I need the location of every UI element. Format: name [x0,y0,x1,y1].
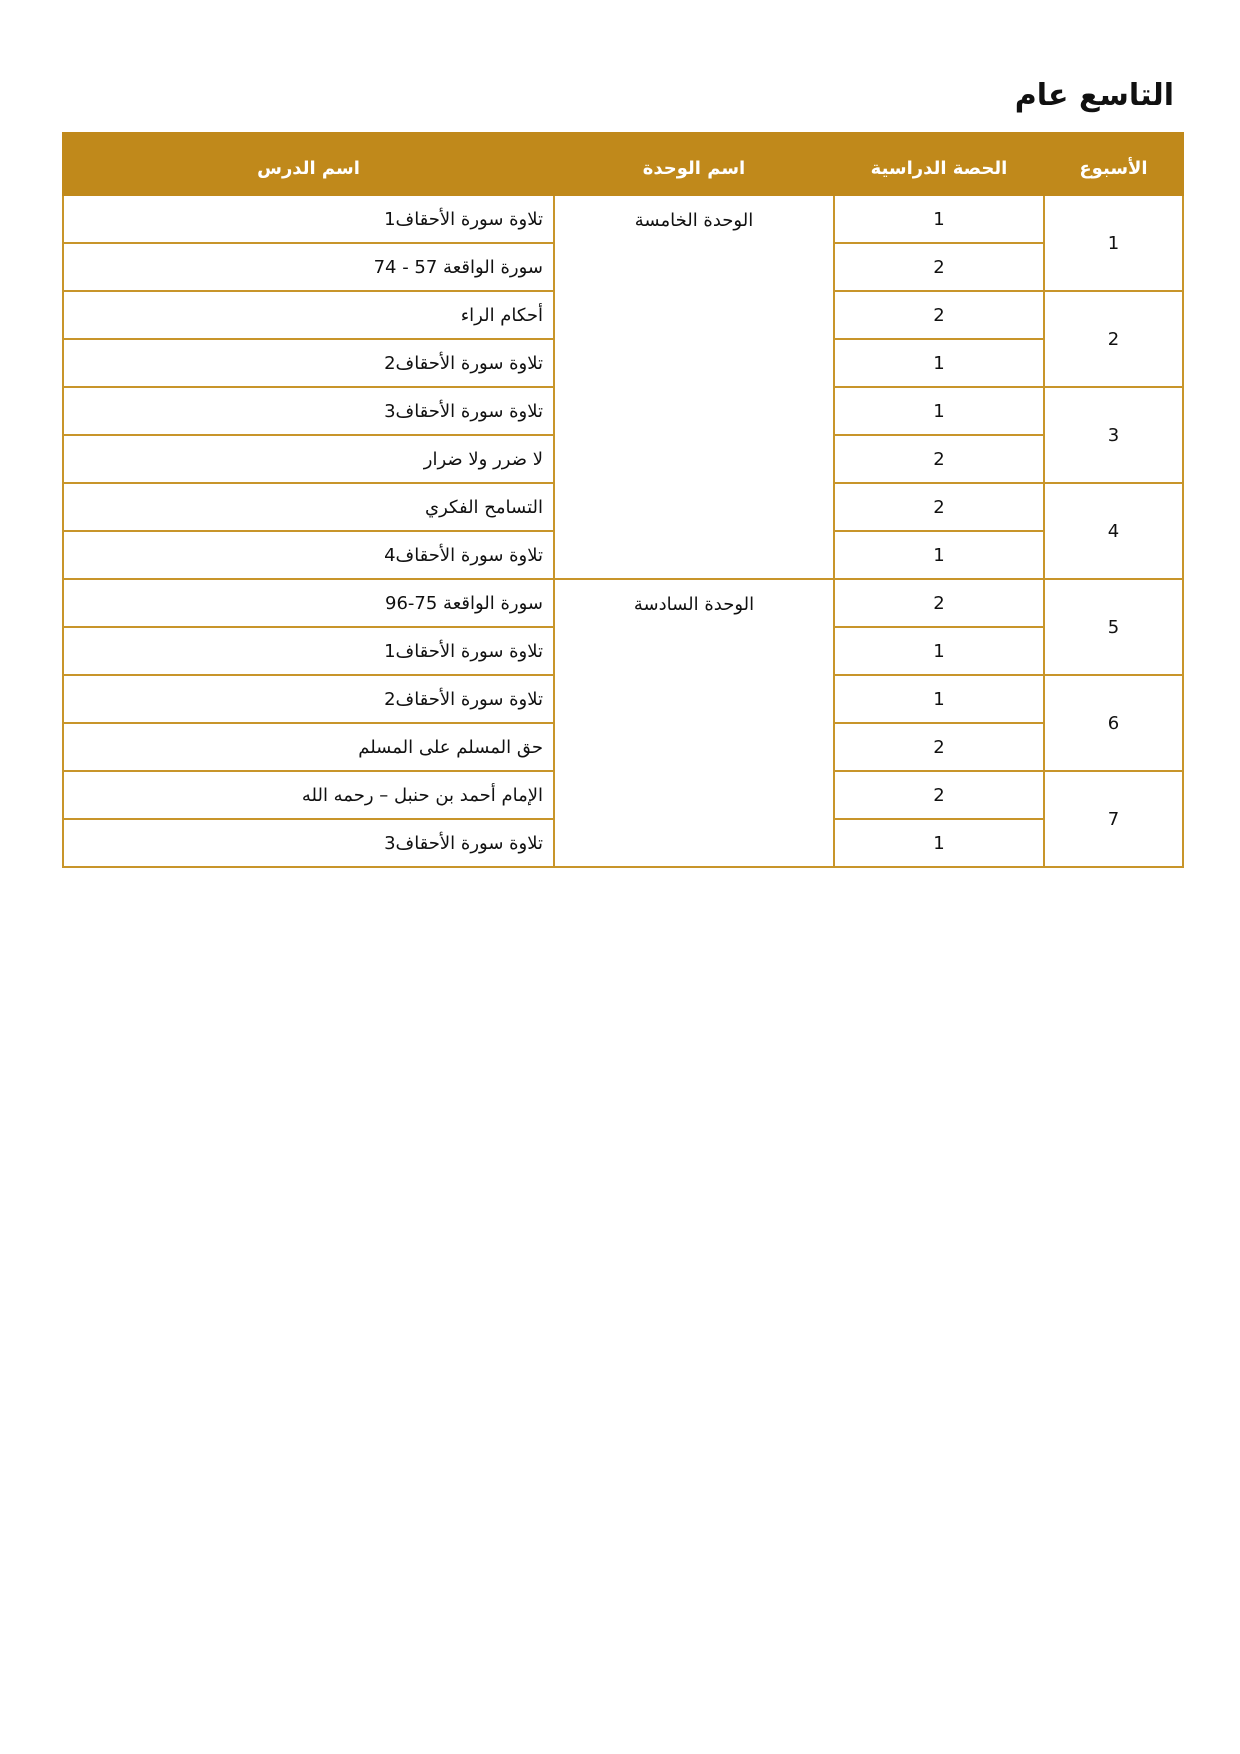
unit-cell: الوحدة الخامسة [554,195,834,579]
lesson-cell: لا ضرر ولا ضرار [63,435,554,483]
lesson-cell: تلاوة سورة الأحقاف2 [63,675,554,723]
lesson-cell: تلاوة سورة الأحقاف1 [63,627,554,675]
period-cell: 1 [834,675,1044,723]
page-title: التاسع عام [1014,78,1174,113]
lesson-cell: التسامح الفكري [63,483,554,531]
period-cell: 1 [834,531,1044,579]
period-cell: 1 [834,339,1044,387]
period-cell: 1 [834,819,1044,867]
lesson-cell: سورة الواقعة 75-96 [63,579,554,627]
period-cell: 2 [834,723,1044,771]
lesson-cell: تلاوة سورة الأحقاف2 [63,339,554,387]
lesson-cell: تلاوة سورة الأحقاف3 [63,819,554,867]
table-body [63,195,1183,867]
period-cell: 1 [834,387,1044,435]
period-cell: 2 [834,483,1044,531]
lesson-cell: تلاوة سورة الأحقاف1 [63,195,554,243]
period-cell: 2 [834,435,1044,483]
table-row [63,195,1183,243]
week-cell: 2 [1044,291,1183,387]
period-cell: 2 [834,243,1044,291]
week-cell: 4 [1044,483,1183,579]
week-cell: 7 [1044,771,1183,867]
week-cell: 5 [1044,579,1183,675]
period-cell: 1 [834,627,1044,675]
period-cell: 2 [834,579,1044,627]
lesson-cell: أحكام الراء [63,291,554,339]
unit-cell: الوحدة السادسة [554,579,834,867]
lesson-cell: حق المسلم على المسلم [63,723,554,771]
lesson-cell: الإمام أحمد بن حنبل – رحمه الله [63,771,554,819]
header-period: الحصة الدراسية [834,133,1044,195]
week-cell: 6 [1044,675,1183,771]
table-header-row [63,133,1183,195]
lesson-cell: تلاوة سورة الأحقاف3 [63,387,554,435]
week-cell: 3 [1044,387,1183,483]
week-cell: 1 [1044,195,1183,291]
period-cell: 2 [834,771,1044,819]
lesson-cell: تلاوة سورة الأحقاف4 [63,531,554,579]
lesson-cell: سورة الواقعة 57 - 74 [63,243,554,291]
period-cell: 1 [834,195,1044,243]
header-week: الأسبوع [1044,133,1183,195]
header-unit: اسم الوحدة [554,133,834,195]
period-cell: 2 [834,291,1044,339]
lesson-schedule-table [62,132,1184,868]
header-lesson: اسم الدرس [63,133,554,195]
table-row [63,579,1183,627]
